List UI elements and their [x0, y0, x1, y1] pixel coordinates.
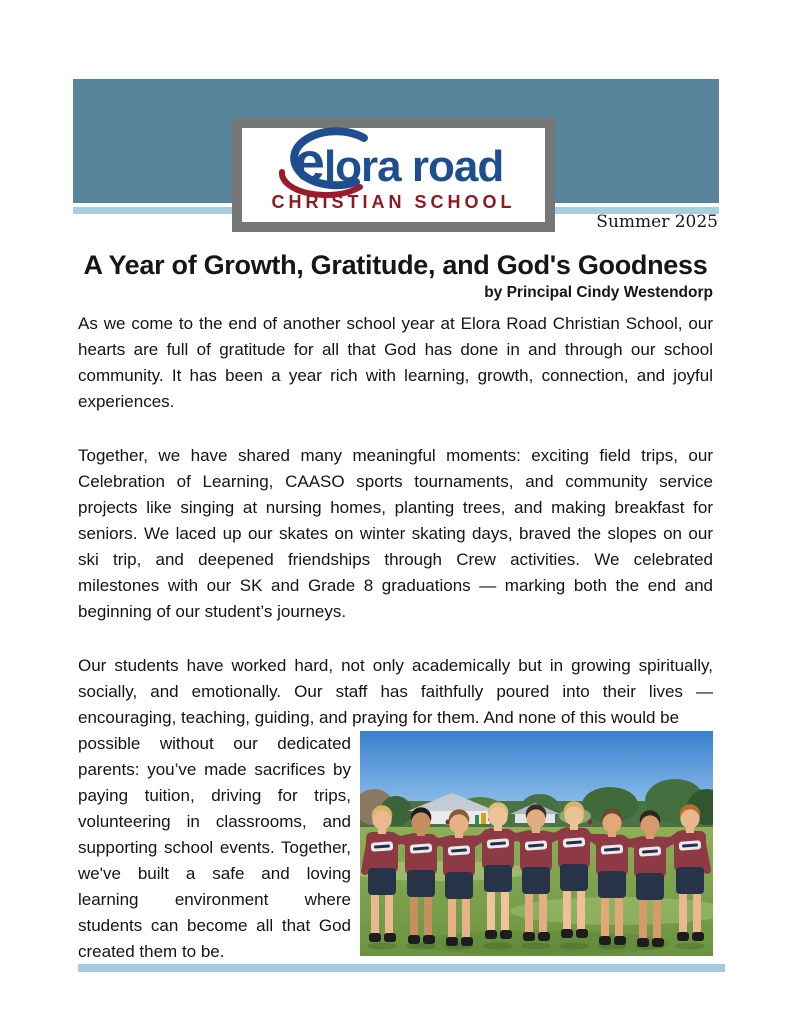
logo-subtitle: CHRISTIAN SCHOOL — [271, 191, 516, 212]
students-team-photo — [360, 731, 713, 956]
bottom-divider — [78, 964, 725, 972]
article — [78, 248, 713, 965]
paragraph-3-intro: Our students have worked hard, not only academically but in growing spiritually, socially, and emotionally. Our staff has faithfully poured into their lives — encouraging, teaching, guiding, and praying for them. And none of this would be — [78, 656, 713, 727]
logo-name — [284, 129, 504, 193]
byline: by Principal Cindy Westendorp — [484, 284, 713, 301]
logo-name-text: elora road — [293, 129, 504, 193]
paragraph-2: Together, we have shared many meaningful moments: exciting field trips, our Celebration of Learning, CAASO sports tournaments, and community service projects like singing at nursing homes, planting trees, and making breakfast for seniors. We laced up our skates on winter skating days, braved the slopes on our ski trip, and deepened friendships through Crew activities. We celebrated milestones with our SK and Grade 8 graduations — marking both the end and beginning of our student’s journeys. — [78, 446, 713, 621]
school-logo — [232, 118, 555, 232]
issue-date: Summer 2025 — [596, 212, 718, 232]
wrap-section — [78, 731, 713, 965]
page-title: A Year of Growth, Gratitude, and God's Goodness — [83, 250, 708, 280]
paragraph-3-wrap: possible without our dedicated parents: you’ve made sacrifices by paying tuition, driving for trips, volunteering in classrooms, and supporting school events. Together, we've built a safe and loving learning environment where students can become all that God created them to be. — [78, 734, 351, 961]
paragraph-1: As we come to the end of another school year at Elora Road Christian School, our hearts are full of gratitude for all that God has done in and through our school community. It has been a year rich with learning, growth, connection, and joyful experiences. — [78, 314, 713, 411]
